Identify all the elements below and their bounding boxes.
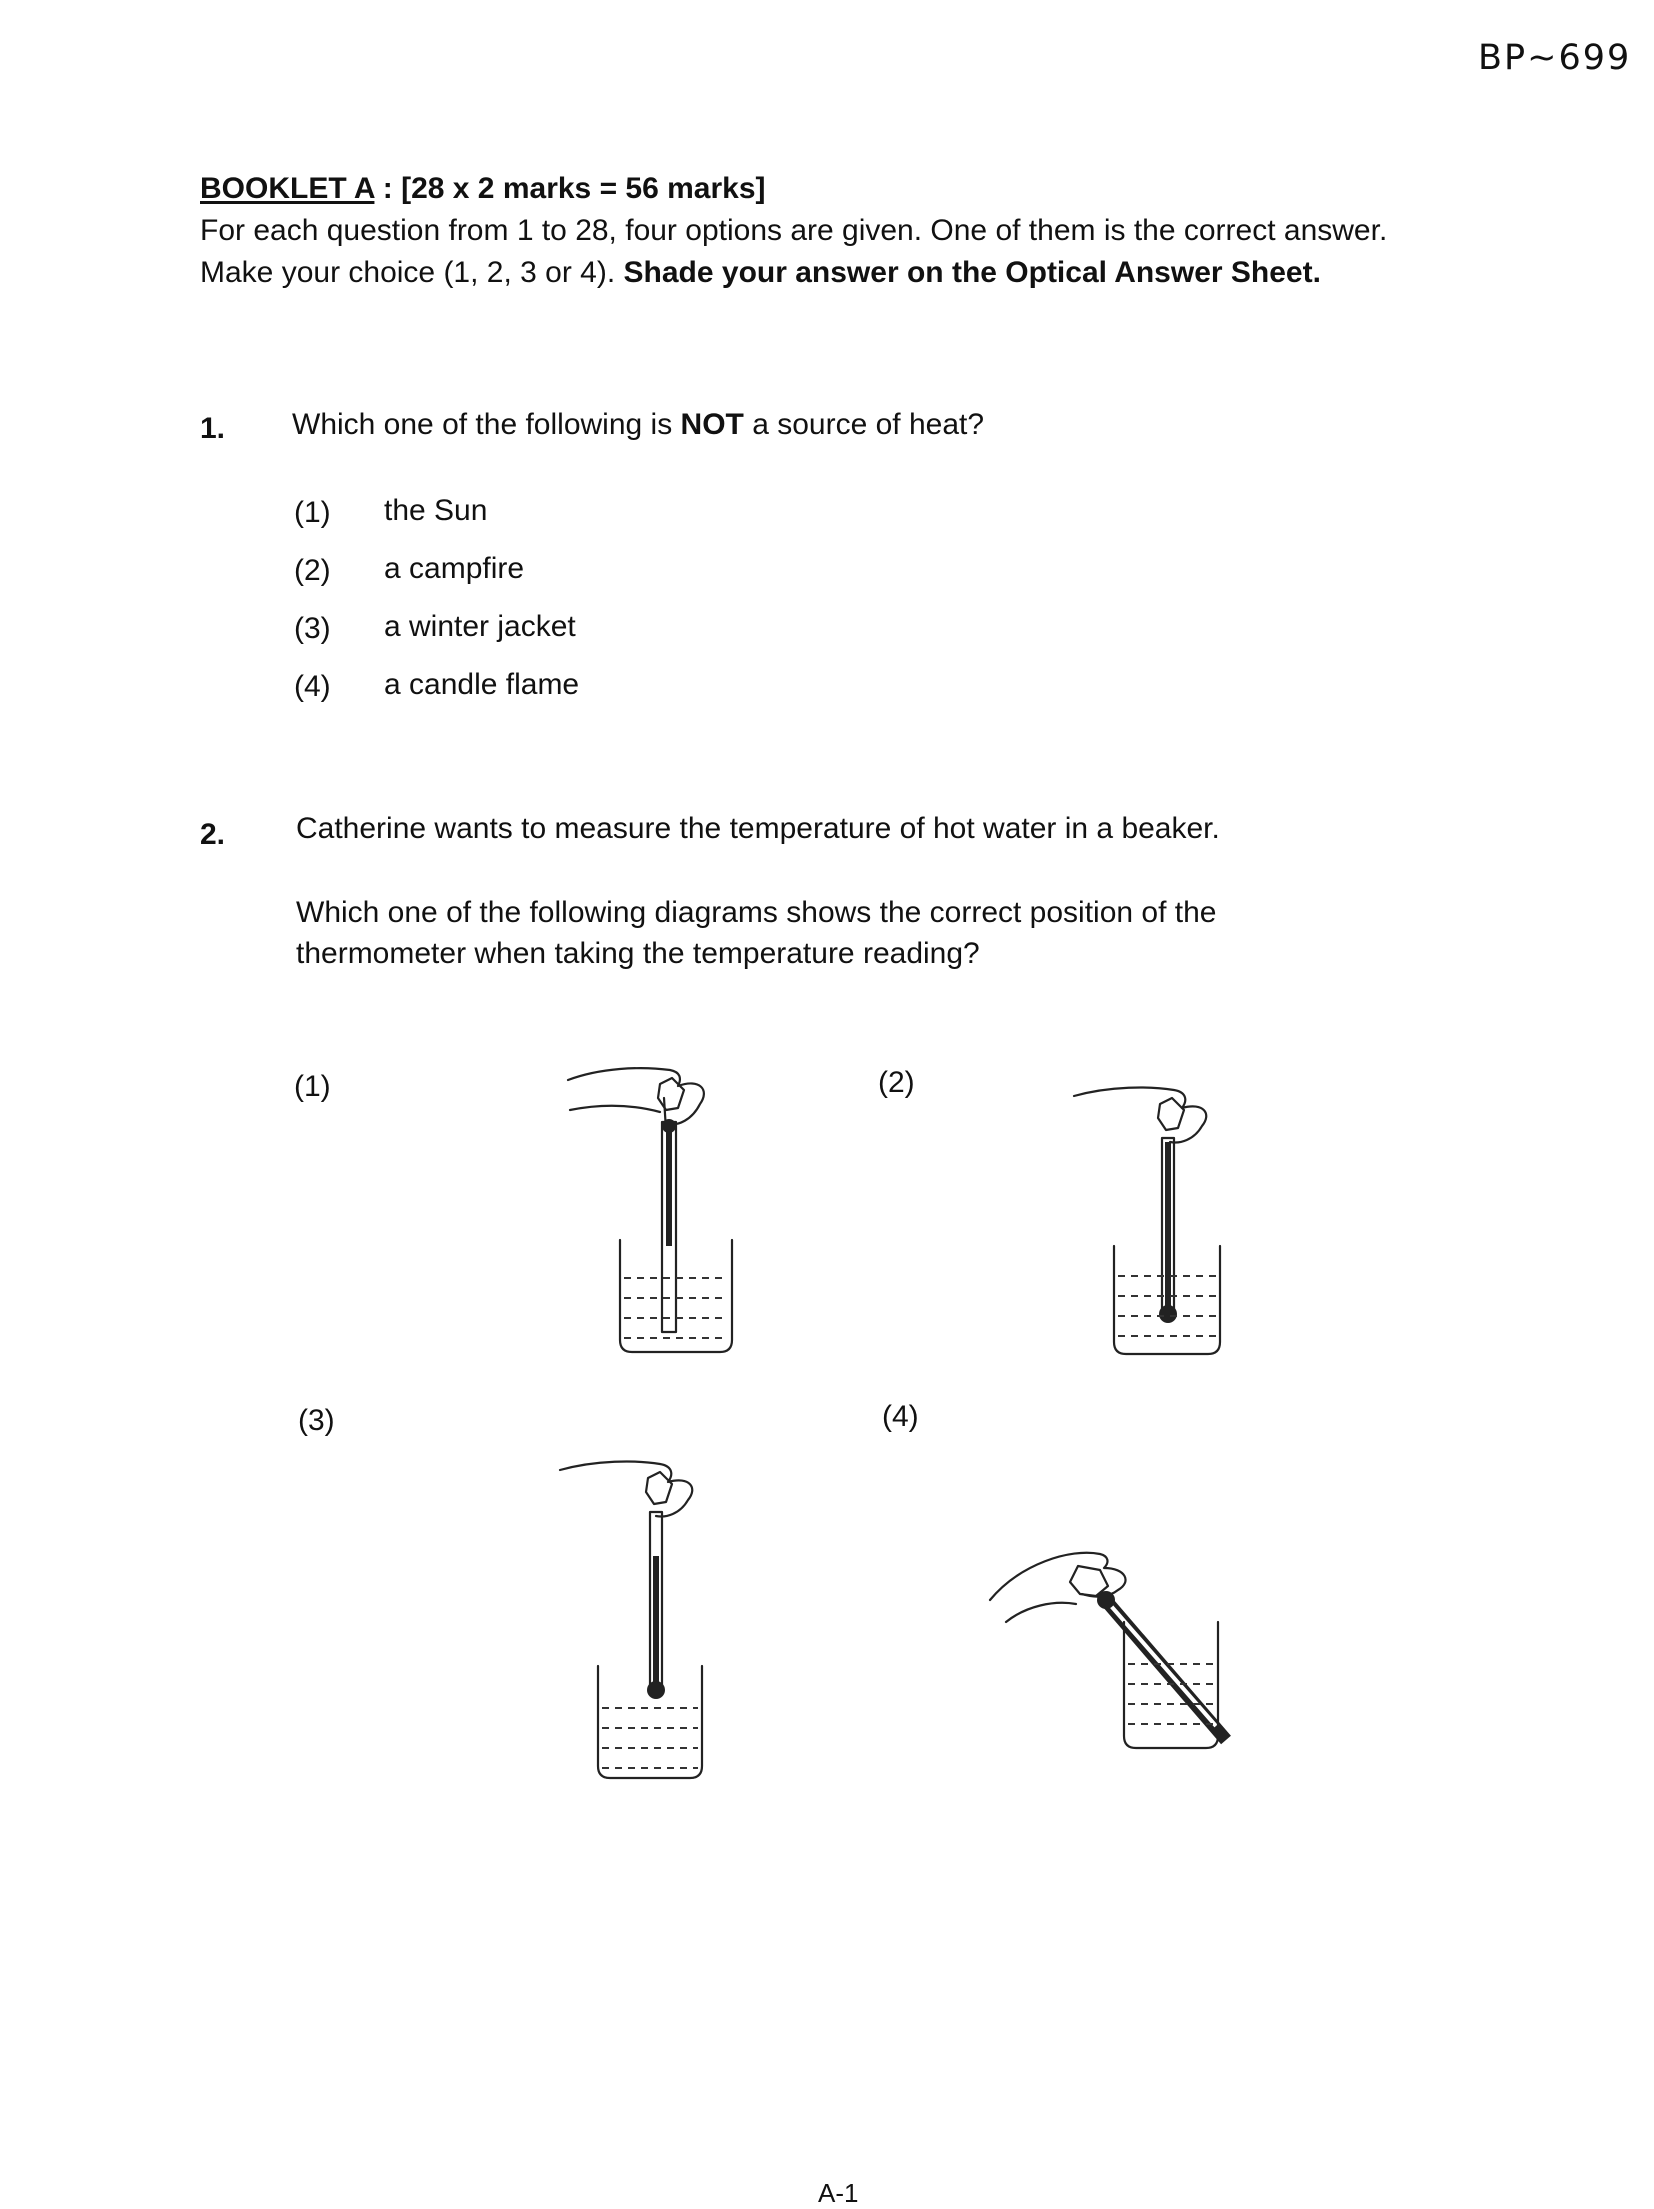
q1-option-1-text: the Sun (384, 494, 488, 527)
q1-option-1-number: (1) (294, 496, 331, 529)
question-2-number: 2. (200, 818, 226, 851)
booklet-title: BOOKLET A (200, 172, 375, 205)
question-1-number: 1. (200, 412, 226, 445)
q1-text-a: Which one of the following is (292, 408, 681, 441)
document-code: BP~699 (1478, 38, 1632, 78)
question-1-text (292, 404, 984, 445)
instruction-bold-text: Shade your answer on the Optical Answer Sheet. (623, 256, 1321, 289)
booklet-instructions (200, 168, 1460, 294)
booklet-heading (200, 168, 1460, 210)
booklet-marks: : [28 x 2 marks = 56 marks] (374, 172, 766, 205)
diagram-4-thermometer-figure (980, 1540, 1240, 1760)
diagram-2-label: (2) (878, 1066, 915, 1099)
diagram-3-label: (3) (298, 1404, 335, 1437)
diagram-1-thermometer-figure (560, 1060, 740, 1360)
q1-option-3-number: (3) (294, 612, 331, 645)
diagram-1-label: (1) (294, 1070, 331, 1103)
q1-option-4-text: a candle flame (384, 668, 580, 701)
q1-option-2-text: a campfire (384, 552, 525, 585)
diagram-4-label: (4) (882, 1400, 919, 1433)
diagram-3-thermometer-figure (556, 1456, 716, 1786)
question-2-line-1: Catherine wants to measure the temperature of hot water in a beaker. (296, 812, 1220, 845)
instruction-text: For each question from 1 to 28, four options are given. One of them is the correct answer. Make your choice (1, 2, 3 or 4). (200, 214, 1388, 289)
q1-option-3-text: a winter jacket (384, 610, 576, 643)
diagram-2-thermometer-figure (1070, 1080, 1230, 1360)
question-2-line-2: Which one of the following diagrams shows the correct position of the thermometer when taking the temperature reading? (296, 896, 1217, 970)
q1-option-2-number: (2) (294, 554, 331, 587)
page-number: A-1 (818, 2178, 859, 2208)
q1-text-b: a source of heat? (743, 408, 985, 441)
q1-text-bold: NOT (680, 408, 744, 441)
booklet-instruction (200, 210, 1460, 294)
q1-option-4-number: (4) (294, 670, 331, 703)
